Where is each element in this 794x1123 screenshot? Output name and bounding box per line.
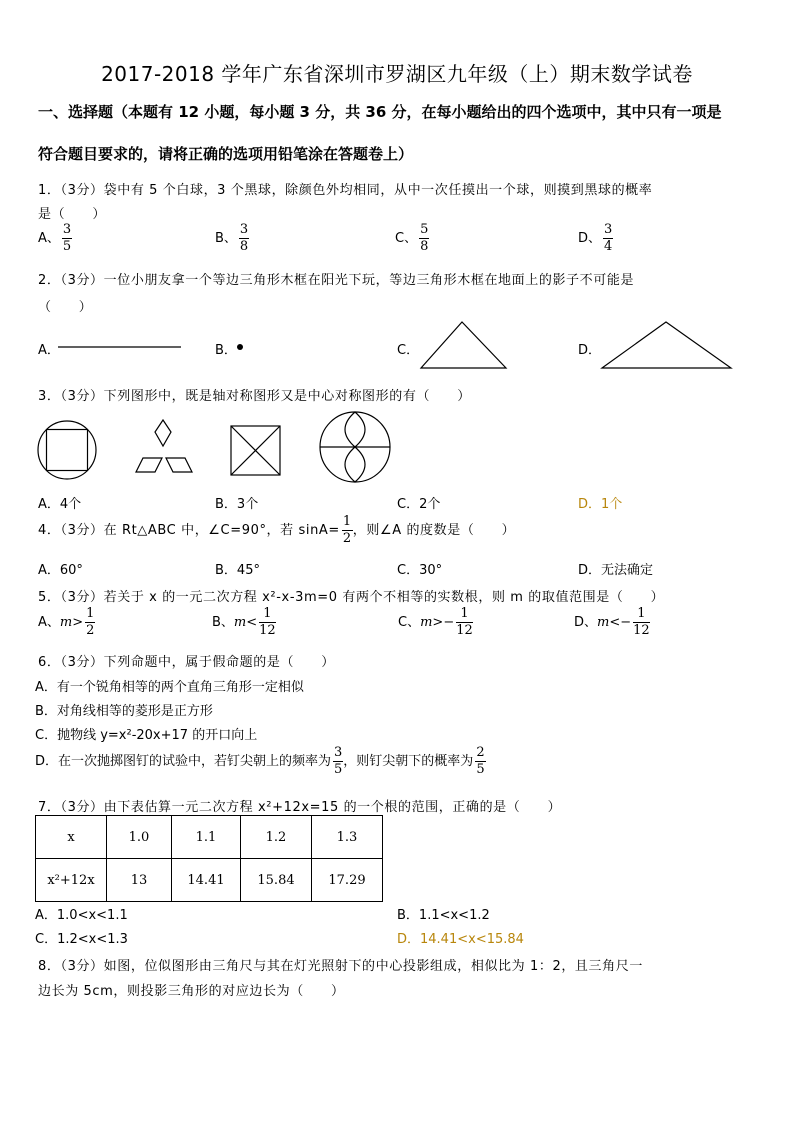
denominator: 4 [604, 239, 613, 254]
q2-option-d-triangle-figure [601, 320, 733, 370]
q2-option-a-label: A． [38, 343, 60, 358]
relation: < [246, 615, 258, 630]
numerator: 3 [334, 745, 343, 760]
q5-option-a-label: A、 [38, 615, 60, 630]
numerator: 5 [420, 222, 429, 237]
table-cell: 13 [107, 859, 172, 902]
numerator: 1 [263, 606, 272, 621]
q4-option-a: A．60° [38, 563, 83, 578]
numerator: 1 [342, 514, 352, 529]
q5-option-b-fraction [259, 607, 276, 638]
table-row [36, 859, 383, 902]
q6-option-d-fraction-2 [475, 746, 485, 777]
q7-value-table [35, 815, 383, 902]
relation: > [72, 615, 84, 630]
q4-option-c: C．30° [397, 563, 443, 578]
table-row [36, 816, 383, 859]
table-cell: 1.3 [312, 816, 383, 859]
q1-option-d [578, 223, 613, 254]
q1-option-d-fraction [603, 223, 613, 254]
var: m [233, 615, 247, 630]
q2-option-b-dot-figure [236, 343, 244, 351]
q1-stem-line1: 1．（3分）袋中有 5 个白球，3 个黑球，除颜色外均相同，从中一次任摸出一个球，则摸到黑球的概率 [38, 183, 653, 198]
q3-figure-circle-square [37, 420, 99, 482]
q1-stem-line2: 是（ ） [38, 207, 107, 222]
q7-option-d: D．14.41<x<15.84 [397, 932, 524, 947]
q1-option-d-label: D、 [578, 231, 602, 246]
numerator: 1 [460, 606, 469, 621]
q5-stem: 5．（3分）若关于 x 的一元二次方程 x²-x-3m=0 有两个不相等的实数根，则 m 的取值范围是（ ） [38, 590, 665, 605]
q4-fraction [342, 515, 353, 546]
table-cell: 1.2 [241, 816, 312, 859]
table-cell: 1.0 [107, 816, 172, 859]
q2-option-a-line-figure [58, 346, 182, 348]
q2-option-c-label: C． [397, 343, 420, 358]
q1-option-c [395, 223, 429, 254]
numerator: 3 [239, 222, 249, 237]
q1-option-c-fraction [419, 223, 429, 254]
q2-option-b-label: B． [215, 343, 237, 358]
q5-option-a-fraction [85, 607, 95, 638]
q3-figure-square-diagonals [230, 425, 282, 477]
q4-option-b: B．45° [215, 563, 260, 578]
denominator: 5 [476, 762, 485, 777]
sign: − [620, 615, 632, 630]
q6-option-b: B．对角线相等的菱形是正方形 [35, 704, 213, 719]
q5-option-c-fraction [456, 607, 473, 638]
table-cell: 17.29 [312, 859, 383, 902]
numerator: 3 [604, 222, 613, 237]
q1-option-a-fraction [62, 223, 72, 254]
denominator: 5 [334, 762, 343, 777]
q1-option-c-label: C、 [395, 231, 418, 246]
q7-option-c: C．1.2<x<1.3 [35, 932, 128, 947]
table-cell: x [36, 816, 107, 859]
q1-option-b-label: B、 [215, 231, 237, 246]
q3-figure-circle-petals [318, 410, 392, 484]
relation: < [609, 615, 621, 630]
section-header-line1: 一、选择题（本题有 12 小题，每小题 3 分，共 36 分，在每小题给出的四个选项中，其中只有一项是 [38, 103, 722, 121]
q2-stem-line2: （ ） [38, 300, 93, 315]
denominator: 8 [420, 239, 429, 254]
q6-stem: 6．（3分）下列命题中，属于假命题的是（ ） [38, 655, 335, 670]
q6-option-c: C．抛物线 y=x²-20x+17 的开口向上 [35, 728, 258, 743]
q5-option-b-label: B、 [212, 615, 234, 630]
q5-option-c-label: C、 [398, 615, 421, 630]
q3-option-d: D．1个 [578, 497, 623, 512]
q8-stem-line1: 8．（3分）如图，位似图形由三角尺与其在灯光照射下的中心投影组成，相似比为 1：2，且三角尺一 [38, 959, 643, 974]
q6-option-d [35, 746, 486, 777]
exam-title: 2017-2018 学年广东省深圳市罗湖区九年级（上）期末数学试卷 [101, 62, 693, 86]
denominator: 2 [342, 531, 352, 546]
q7-option-b: B．1.1<x<1.2 [397, 908, 490, 923]
q6-option-d-fraction-1 [333, 746, 343, 777]
q5-option-c [398, 607, 473, 638]
denominator: 12 [456, 623, 473, 638]
q1-option-b-fraction [239, 223, 249, 254]
q2-option-c-triangle-figure [420, 320, 508, 370]
q8-stem-line2: 边长为 5cm，则投影三角形的对应边长为（ ） [38, 984, 345, 999]
q1-option-a [38, 223, 72, 254]
table-cell: 14.41 [172, 859, 241, 902]
q4-option-d: D．无法确定 [578, 563, 654, 578]
var: m [59, 615, 73, 630]
denominator: 2 [86, 623, 95, 638]
q5-option-b [212, 607, 276, 638]
q3-option-c: C．2个 [397, 497, 441, 512]
denominator: 12 [259, 623, 276, 638]
numerator: 2 [476, 745, 485, 760]
var: m [597, 615, 610, 630]
q5-option-d-fraction [633, 607, 650, 638]
q3-figure-three-diamonds [134, 418, 194, 474]
q7-stem: 7．（3分）由下表估算一元二次方程 x²+12x=15 的一个根的范围，正确的是（ ） [38, 800, 562, 815]
table-cell: 1.1 [172, 816, 241, 859]
numerator: 3 [62, 222, 72, 237]
q5-option-a [38, 607, 95, 638]
q4-stem [38, 515, 515, 546]
q7-option-a: A．1.0<x<1.1 [35, 908, 128, 923]
q2-stem-line1: 2．（3分）一位小朋友拿一个等边三角形木框在阳光下玩，等边三角形木框在地面上的影子不可能是 [38, 273, 635, 288]
q2-option-d-label: D． [578, 343, 602, 358]
denominator: 12 [633, 623, 650, 638]
table-cell: x²+12x [36, 859, 107, 902]
q6-option-d-mid: ，则钉尖朝下的概率为 [343, 754, 474, 769]
q5-option-d-label: D、 [574, 615, 598, 630]
denominator: 5 [62, 239, 72, 254]
q1-option-b [215, 223, 249, 254]
denominator: 8 [239, 239, 249, 254]
q5-option-d [574, 607, 650, 638]
relation: > [432, 615, 444, 630]
q4-stem-pre: 4．（3分）在 Rt△ABC 中，∠C=90°，若 sinA= [38, 523, 340, 538]
q6-option-d-pre: D．在一次抛掷图钉的试验中，若钉尖朝上的频率为 [35, 754, 332, 769]
q3-stem: 3．（3分）下列图形中，既是轴对称图形又是中心对称图形的有（ ） [38, 389, 471, 404]
numerator: 1 [637, 606, 646, 621]
q4-stem-post: ，则∠A 的度数是（ ） [352, 523, 516, 538]
q3-option-b: B．3个 [215, 497, 259, 512]
table-cell: 15.84 [241, 859, 312, 902]
var: m [420, 615, 433, 630]
q1-option-a-label: A、 [38, 231, 60, 246]
q3-option-a: A．4个 [38, 497, 82, 512]
q6-option-a: A．有一个锐角相等的两个直角三角形一定相似 [35, 680, 304, 695]
numerator: 1 [86, 606, 95, 621]
sign: − [443, 615, 455, 630]
section-header-line2: 符合题目要求的，请将正确的选项用铅笔涂在答题卷上） [38, 145, 414, 163]
